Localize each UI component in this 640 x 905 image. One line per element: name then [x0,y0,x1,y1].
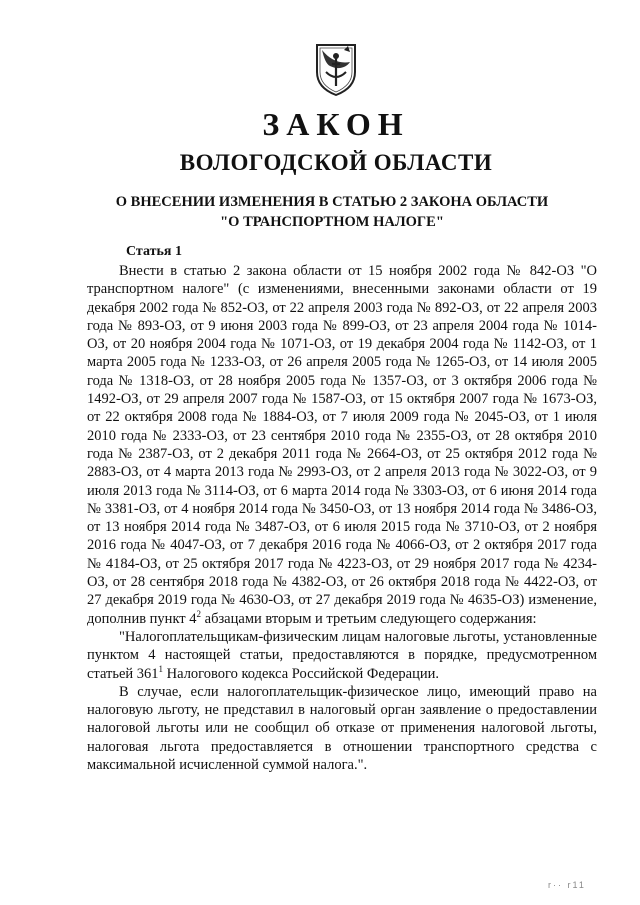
page-marks: r·· r11 [548,880,586,890]
law-title: ЗАКОН [262,106,410,142]
law-subject-line-2: "О ТРАНСПОРТНОМ НАЛОГЕ" [220,214,444,230]
paragraph-text: Внести в статью 2 закона области от 15 ноября 2002 года № 842-ОЗ "О транспортном налоге" (с изменениями, внесенными законами области от 19 декабря 2002 года № 852-ОЗ, от 22 апреля 2003 года № 892-ОЗ, от 22 апреля 2003 года № 893-ОЗ, от 9 июня 2003 года № 899-ОЗ, от 23 апреля 2004 года № 1014-ОЗ, от 20 ноября 2004 года № 1071-ОЗ, от 19 декабря 2004 года № 1142-ОЗ, от 1 марта 2005 года № 1233-ОЗ, от 26 апреля 2005 года № 1265-ОЗ, от 14 июля 2005 года № 1318-ОЗ, от 28 ноября 2005 года № 1357-ОЗ, от 3 октября 2006 года № 1492-ОЗ, от 29 апреля 2007 года № 1587-ОЗ, от 15 октября 2007 года № 1673-ОЗ, от 22 октября 2008 года № 1884-ОЗ, от 7 июля 2009 года № 2045-ОЗ, от 1 июля 2010 года № 2333-ОЗ, от 23 сентября 2010 года № 2355-ОЗ, от 28 октября 2010 года № 2387-ОЗ, от 2 декабря 2011 года № 2664-ОЗ, от 25 октября 2012 года № 2883-ОЗ, от 4 марта 2013 года № 2993-ОЗ, от 2 апреля 2013 года № 3022-ОЗ, от 9 июля 2013 года № 3114-ОЗ, от 6 марта 2014 года № 3303-ОЗ, от 6 июня 2014 года № 3381-ОЗ, от 4 ноября 2014 года № 3450-ОЗ, от 13 ноября 2014 года № 3486-ОЗ, от 13 ноября 2014 года № 3487-ОЗ, от 6 июля 2015 года № 3710-ОЗ, от 2 ноября 2016 года № 4047-ОЗ, от 7 декабря 2016 года № 4066-ОЗ, от 2 октября 2017 года № 4184-ОЗ, от 25 октября 2017 года № 4223-ОЗ, от 29 ноября 2017 года № 4234-ОЗ, от 28 сентября 2018 года № 4382-ОЗ, от 26 октября 2018 года № 4422-ОЗ, от 27 декабря 2019 года № 4630-ОЗ, от 27 декабря 2019 года № 4635-ОЗ) изменение, дополнив пункт 4 [87,263,597,627]
superscript: 2 [196,608,202,619]
paragraph-text: абзацами вторым и третьим следующего содержания: [201,610,537,627]
quoted-paragraph [87,628,597,683]
law-subject-line-1: О ВНЕСЕНИИ ИЗМЕНЕНИЯ В СТАТЬЮ 2 ЗАКОНА ОБЛАСТИ [115,194,549,210]
article-paragraph [87,262,597,628]
article-body [87,262,597,774]
paragraph-text: "Налогоплательщикам-физическим лицам налоговые льготы, установленные пунктом 4 настоящей статьи, предоставляются в порядке, предусмотренном статьей 361 [87,628,597,682]
quoted-paragraph: В случае, если налогоплательщик-физическое лицо, имеющий право на налоговую льготу, не представил в налоговый орган заявление о предоставлении налоговой льготы или не сообщил об отказе от применения налоговой льготы, налоговая льгота предоставляется в отношении транспортного средства с максимальной исчисленной суммой налога.". [87,683,597,774]
region-name: ВОЛОГОДСКОЙ ОБЛАСТИ [179,150,493,175]
article-heading: Статья 1 [126,244,182,259]
coat-of-arms-icon [314,42,358,96]
superscript: 1 [158,663,164,674]
paragraph-text: Налогового кодекса Российской Федерации. [163,665,439,682]
